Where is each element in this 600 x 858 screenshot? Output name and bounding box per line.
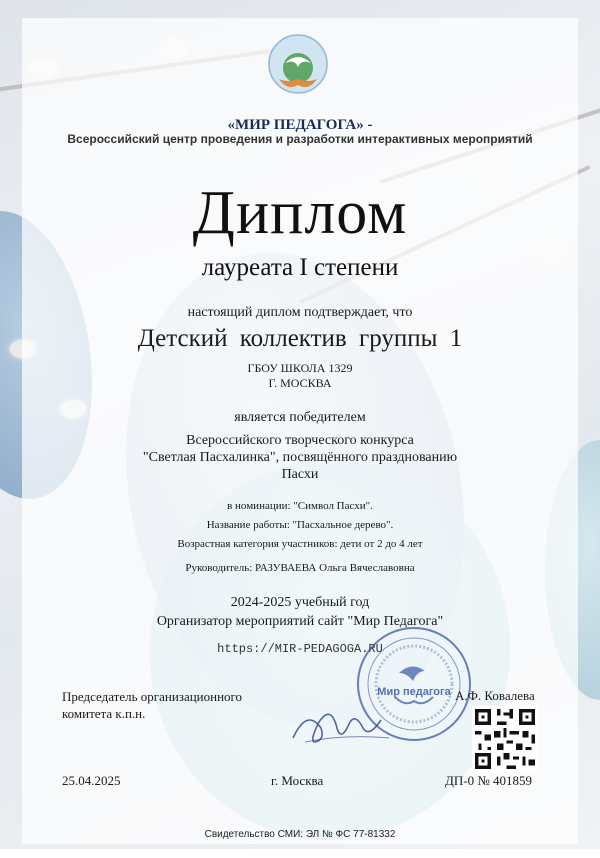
organization-name-suffix: - xyxy=(363,117,373,133)
work-title: Название работы: "Пасхальное дерево". xyxy=(206,519,394,531)
nomination: в номинации: "Символ Пасхи". xyxy=(227,500,373,512)
contest-line: "Светлая Пасхалинка", посвящённого празднованию xyxy=(142,450,458,465)
winner-text: является победителем xyxy=(234,410,366,425)
leader-name: Руководитель: РАЗУВАЕВА Ольга Вячеславовна xyxy=(185,562,415,574)
issue-date: 25.04.2025 xyxy=(62,773,121,788)
stamp-label: Мир педагога xyxy=(377,686,451,698)
chair-line: комитета к.п.н. xyxy=(62,706,146,721)
school-city: Г. МОСКВА xyxy=(268,376,332,390)
diploma-subtitle: лауреата I степени xyxy=(201,254,399,281)
organization-name-text: «МИР ПЕДАГОГА» xyxy=(227,117,364,133)
issue-city: г. Москва xyxy=(271,773,324,788)
organizer: Организатор мероприятий сайт "Мир Педагога" xyxy=(156,614,444,629)
school-info xyxy=(0,361,600,391)
confirm-text: настоящий диплом подтверждает, что xyxy=(187,305,413,320)
media-certificate: Свидетельство СМИ: ЭЛ № ФС 77-81332 xyxy=(204,829,396,840)
contest-line: Всероссийского творческого конкурса xyxy=(186,433,414,448)
organization-logo xyxy=(267,33,329,103)
organization-description: Всероссийский центр проведения и разработки интерактивных мероприятий xyxy=(67,132,533,146)
contest-line: Пасхи xyxy=(281,467,319,482)
qr-code[interactable] xyxy=(472,706,538,772)
age-category: Возрастная категория участников: дети от 2 до 4 лет xyxy=(177,538,423,550)
signer-name: А.Ф. Ковалева xyxy=(455,688,535,703)
diploma-number: ДП-0 № 401859 xyxy=(445,773,532,788)
contest-name xyxy=(0,432,600,483)
school-year: 2024-2025 учебный год xyxy=(230,595,370,610)
signature xyxy=(285,698,395,748)
recipient-name: Детский коллектив группы 1 xyxy=(137,325,463,352)
chair-title xyxy=(62,688,242,722)
website-link[interactable]: https://MIR-PEDAGOGA.RU xyxy=(217,642,383,656)
school-name: ГБОУ ШКОЛА 1329 xyxy=(247,361,353,375)
chair-line: Председатель организационного xyxy=(62,689,243,704)
diploma-title: Диплом xyxy=(192,179,408,247)
